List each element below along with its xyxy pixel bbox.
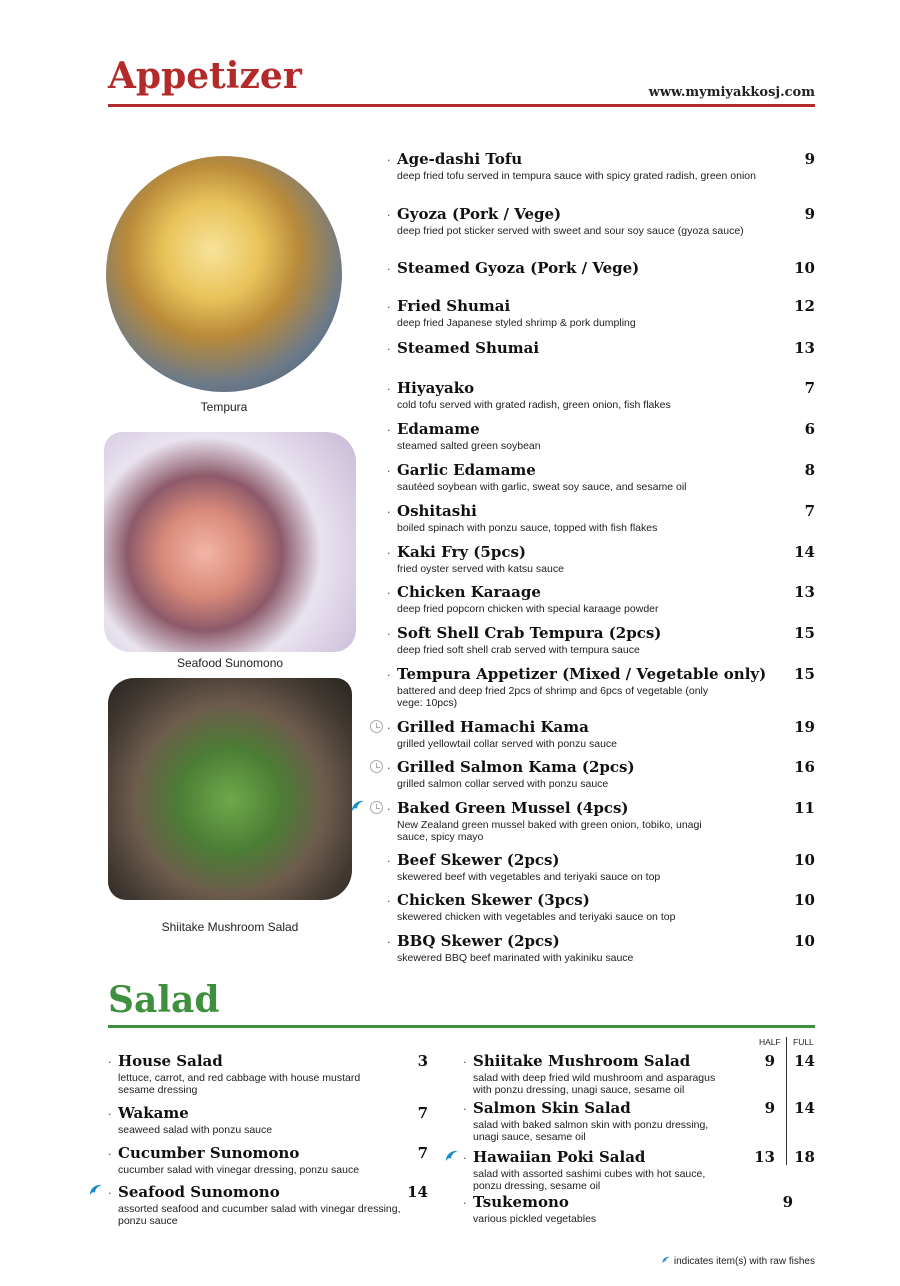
item-name: Grilled Salmon Kama (2pcs) xyxy=(397,758,635,776)
item-name: Cucumber Sunomono xyxy=(118,1144,300,1162)
menu-item-steamed-gyoza: · Steamed Gyoza (Pork / Vege) 10 xyxy=(387,259,815,277)
item-price: 10 xyxy=(794,259,815,277)
item-name: Beef Skewer (2pcs) xyxy=(397,851,560,869)
menu-item-grilled-hamachi-kama: · Grilled Hamachi Kama grilled yellowtail collar served with ponzu sauce 19 xyxy=(387,718,815,750)
item-name: Age-dashi Tofu xyxy=(397,150,523,168)
item-full-price: 14 xyxy=(794,1052,815,1070)
item-price: 7 xyxy=(804,502,815,520)
item-name: Soft Shell Crab Tempura (2pcs) xyxy=(397,624,662,642)
item-price: 7 xyxy=(417,1144,428,1162)
item-price: 9 xyxy=(782,1193,793,1211)
item-price: 9 xyxy=(804,150,815,168)
item-name: House Salad xyxy=(118,1052,223,1070)
shiitake-mushroom-salad-photo xyxy=(108,678,352,900)
item-half-price: 13 xyxy=(754,1148,775,1166)
item-description: sautéed soybean with garlic, sweat soy sauce, and sesame oil xyxy=(397,481,687,493)
item-description: cucumber salad with vinegar dressing, ponzu sauce xyxy=(118,1164,360,1176)
menu-item-bbq-skewer: · BBQ Skewer (2pcs) skewered BBQ beef marinated with yakiniku sauce 10 xyxy=(387,932,815,964)
item-name: Hiyayako xyxy=(397,379,475,397)
item-price: 8 xyxy=(804,461,815,479)
clock-icon xyxy=(370,720,383,733)
item-name: Oshitashi xyxy=(397,502,477,520)
item-price: 16 xyxy=(794,758,815,776)
menu-item-tsukemono: · Tsukemono various pickled vegetables 9 xyxy=(463,1193,815,1225)
item-name: Salmon Skin Salad xyxy=(473,1099,631,1117)
menu-item-edamame: · Edamame steamed salted green soybean 6 xyxy=(387,420,815,452)
footnote-text: indicates item(s) with raw fishes xyxy=(673,1256,815,1267)
clock-icon xyxy=(370,760,383,773)
item-description: New Zealand green mussel baked with green onion, tobiko, unagi sauce, spicy mayo xyxy=(397,819,702,843)
menu-item-gyoza: · Gyoza (Pork / Vege) deep fried pot sticker served with sweet and sour soy sauce (gyoza sauce) 9 xyxy=(387,205,815,237)
menu-item-chicken-karaage: · Chicken Karaage deep fried popcorn chicken with special karaage powder 13 xyxy=(387,583,815,615)
menu-item-wakame: · Wakame seaweed salad with ponzu sauce 7 xyxy=(108,1104,428,1136)
item-price: 7 xyxy=(417,1104,428,1122)
item-price: 10 xyxy=(794,891,815,909)
item-description: various pickled vegetables xyxy=(473,1213,597,1225)
full-label: FULL xyxy=(793,1037,814,1047)
salad-divider xyxy=(108,1025,815,1028)
seafood-sunomono-photo xyxy=(104,432,356,652)
item-name: Steamed Shumai xyxy=(397,339,540,357)
salad-title: Salad xyxy=(108,979,220,1021)
item-price: 10 xyxy=(794,851,815,869)
item-description: boiled spinach with ponzu sauce, topped with fish flakes xyxy=(397,522,658,534)
raw-fish-icon xyxy=(661,1255,671,1265)
item-description: deep fried tofu served in tempura sauce with spicy grated radish, green onion xyxy=(397,170,756,182)
item-name: BBQ Skewer (2pcs) xyxy=(397,932,560,950)
item-name: Shiitake Mushroom Salad xyxy=(473,1052,691,1070)
item-description: deep fried popcorn chicken with special karaage powder xyxy=(397,603,659,615)
item-description: fried oyster served with katsu sauce xyxy=(397,563,564,575)
item-name: Chicken Skewer (3pcs) xyxy=(397,891,590,909)
item-name: Kaki Fry (5pcs) xyxy=(397,543,526,561)
item-description: salad with baked salmon skin with ponzu dressing, unagi sauce, sesame oil xyxy=(473,1119,709,1143)
item-price: 10 xyxy=(794,932,815,950)
menu-item-chicken-skewer: · Chicken Skewer (3pcs) skewered chicken with vegetables and teriyaki sauce on top 10 xyxy=(387,891,815,923)
menu-item-house-salad: · House Salad lettuce, carrot, and red cabbage with house mustard sesame dressing 3 xyxy=(108,1052,428,1096)
seafood-sunomono-caption: Seafood Sunomono xyxy=(176,656,284,670)
item-name: Chicken Karaage xyxy=(397,583,541,601)
item-price: 15 xyxy=(794,665,815,683)
item-name: Seafood Sunomono xyxy=(118,1183,280,1201)
item-description: steamed salted green soybean xyxy=(397,440,541,452)
item-full-price: 14 xyxy=(794,1099,815,1117)
menu-item-seafood-sunomono: · Seafood Sunomono assorted seafood and cucumber salad with vinegar dressing, ponzu sauce 14 xyxy=(108,1183,428,1227)
menu-item-beef-skewer: · Beef Skewer (2pcs) skewered beef with vegetables and teriyaki sauce on top 10 xyxy=(387,851,815,883)
shiitake-mushroom-salad-caption: Shiitake Mushroom Salad xyxy=(161,920,299,934)
item-name: Steamed Gyoza (Pork / Vege) xyxy=(397,259,640,277)
item-name: Hawaiian Poki Salad xyxy=(473,1148,646,1166)
item-description: seaweed salad with ponzu sauce xyxy=(118,1124,273,1136)
menu-item-soft-shell-crab-tempura: · Soft Shell Crab Tempura (2pcs) deep fried soft shell crab served with tempura sauce 15 xyxy=(387,624,815,656)
menu-item-tempura-appetizer: · Tempura Appetizer (Mixed / Vegetable only) battered and deep fried 2pcs of shrimp and 6pcs of vegetable (only vege: 10pcs) 15 xyxy=(387,665,815,709)
menu-item-shiitake-mushroom-salad: · Shiitake Mushroom Salad salad with deep fried wild mushroom and asparagus with ponzu dressing, unagi sauce, sesame oil 9 14 xyxy=(463,1052,815,1096)
half-label: HALF xyxy=(759,1037,781,1047)
menu-item-oshitashi: · Oshitashi boiled spinach with ponzu sauce, topped with fish flakes 7 xyxy=(387,502,815,534)
menu-item-grilled-salmon-kama: · Grilled Salmon Kama (2pcs) grilled salmon collar served with ponzu sauce 16 xyxy=(387,758,815,790)
item-name: Tempura Appetizer (Mixed / Vegetable only) xyxy=(397,665,767,683)
menu-item-salmon-skin-salad: · Salmon Skin Salad salad with baked salmon skin with ponzu dressing, unagi sauce, sesame oil 9 14 xyxy=(463,1099,815,1143)
menu-item-cucumber-sunomono: · Cucumber Sunomono cucumber salad with vinegar dressing, ponzu sauce 7 xyxy=(108,1144,428,1176)
item-price: 19 xyxy=(794,718,815,736)
item-description: skewered beef with vegetables and teriyaki sauce on top xyxy=(397,871,661,883)
item-price: 13 xyxy=(794,339,815,357)
tempura-caption: Tempura xyxy=(200,400,248,414)
item-description: salad with deep fried wild mushroom and asparagus with ponzu dressing, unagi sauce, sesame oil xyxy=(473,1072,716,1096)
item-price: 14 xyxy=(794,543,815,561)
item-price: 13 xyxy=(794,583,815,601)
menu-item-age-dashi-tofu: · Age-dashi Tofu deep fried tofu served in tempura sauce with spicy grated radish, green onion 9 xyxy=(387,150,815,182)
item-full-price: 18 xyxy=(794,1148,815,1166)
raw-fish-footnote xyxy=(661,1255,815,1267)
item-price: 11 xyxy=(794,799,815,817)
item-description: grilled salmon collar served with ponzu sauce xyxy=(397,778,609,790)
item-name: Grilled Hamachi Kama xyxy=(397,718,589,736)
item-price: 14 xyxy=(407,1183,428,1201)
menu-item-kaki-fry: · Kaki Fry (5pcs) fried oyster served with katsu sauce 14 xyxy=(387,543,815,575)
menu-item-baked-green-mussel: · Baked Green Mussel (4pcs) New Zealand green mussel baked with green onion, tobiko, unagi sauce, spicy mayo 11 xyxy=(387,799,815,843)
item-price: 6 xyxy=(804,420,815,438)
website-url[interactable]: www.mymiyakkosj.com xyxy=(648,85,815,100)
menu-item-garlic-edamame: · Garlic Edamame sautéed soybean with garlic, sweat soy sauce, and sesame oil 8 xyxy=(387,461,815,493)
raw-fish-icon xyxy=(444,1148,460,1164)
item-name: Garlic Edamame xyxy=(397,461,536,479)
menu-item-hiyayako: · Hiyayako cold tofu served with grated radish, green onion, fish flakes 7 xyxy=(387,379,815,411)
item-description: assorted seafood and cucumber salad with vinegar dressing, ponzu sauce xyxy=(118,1203,401,1227)
item-description: lettuce, carrot, and red cabbage with house mustard sesame dressing xyxy=(118,1072,361,1096)
menu-item-steamed-shumai: · Steamed Shumai 13 xyxy=(387,339,815,357)
item-price: 9 xyxy=(804,205,815,223)
item-description: deep fried pot sticker served with sweet and sour soy sauce (gyoza sauce) xyxy=(397,225,744,237)
item-price: 15 xyxy=(794,624,815,642)
item-half-price: 9 xyxy=(764,1099,775,1117)
appetizer-title: Appetizer xyxy=(108,55,302,97)
item-name: Gyoza (Pork / Vege) xyxy=(397,205,562,223)
raw-fish-icon xyxy=(350,798,366,814)
clock-icon xyxy=(370,801,383,814)
item-description: deep fried Japanese styled shrimp & pork dumpling xyxy=(397,317,636,329)
tempura-photo xyxy=(106,156,342,392)
raw-fish-icon xyxy=(88,1182,104,1198)
item-price: 3 xyxy=(417,1052,428,1070)
item-price: 12 xyxy=(794,297,815,315)
item-description: battered and deep fried 2pcs of shrimp and 6pcs of vegetable (only vege: 10pcs) xyxy=(397,685,709,709)
item-name: Fried Shumai xyxy=(397,297,511,315)
item-name: Tsukemono xyxy=(473,1193,569,1211)
item-price: 7 xyxy=(804,379,815,397)
item-description: salad with assorted sashimi cubes with hot sauce, ponzu dressing, sesame oil xyxy=(473,1168,706,1192)
item-description: skewered BBQ beef marinated with yakiniku sauce xyxy=(397,952,634,964)
item-name: Baked Green Mussel (4pcs) xyxy=(397,799,629,817)
item-name: Edamame xyxy=(397,420,480,438)
item-description: deep fried soft shell crab served with tempura sauce xyxy=(397,644,640,656)
item-description: skewered chicken with vegetables and teriyaki sauce on top xyxy=(397,911,676,923)
item-half-price: 9 xyxy=(764,1052,775,1070)
menu-item-fried-shumai: · Fried Shumai deep fried Japanese styled shrimp & pork dumpling 12 xyxy=(387,297,815,329)
menu-item-hawaiian-poki-salad: · Hawaiian Poki Salad salad with assorted sashimi cubes with hot sauce, ponzu dressing, sesame oil 13 18 xyxy=(463,1148,815,1192)
item-description: grilled yellowtail collar served with ponzu sauce xyxy=(397,738,618,750)
item-description: cold tofu served with grated radish, green onion, fish flakes xyxy=(397,399,671,411)
item-name: Wakame xyxy=(118,1104,189,1122)
appetizer-divider xyxy=(108,104,815,107)
